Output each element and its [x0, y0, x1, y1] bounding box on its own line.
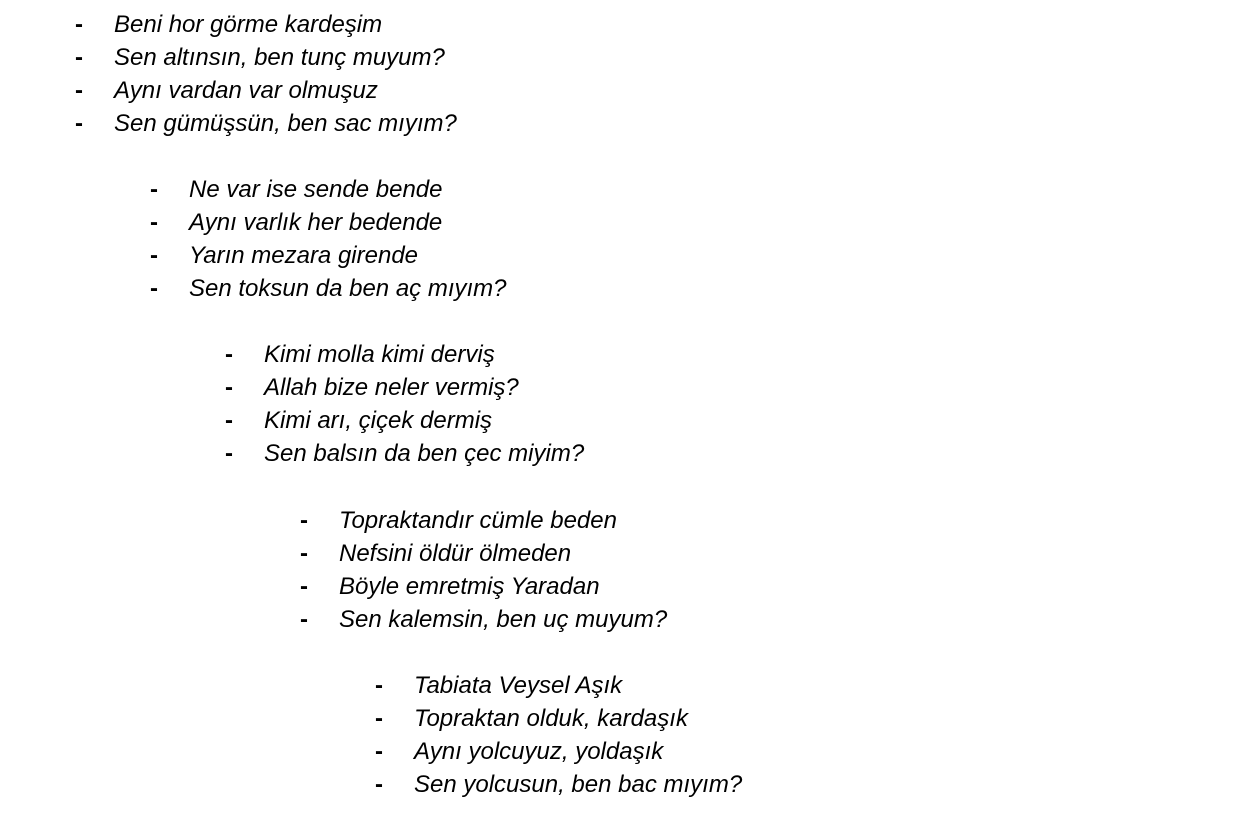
poem-line — [0, 41, 1240, 74]
line-text: Topraktandır cümle beden — [339, 507, 617, 534]
poem-line — [0, 338, 1240, 371]
bullet-dash: - — [225, 341, 233, 368]
bullet-dash: - — [375, 705, 383, 732]
bullet-dash: - — [150, 209, 158, 236]
bullet-dash: - — [300, 507, 308, 534]
line-text: Aynı yolcuyuz, yoldaşık — [414, 738, 664, 765]
bullet-dash: - — [375, 738, 383, 765]
poem-line — [0, 570, 1240, 603]
line-text: Allah bize neler vermiş? — [264, 374, 519, 401]
bullet-dash: - — [300, 540, 308, 567]
line-text: Tabiata Veysel Aşık — [414, 672, 623, 699]
poem-line — [0, 371, 1240, 404]
line-text: Kimi molla kimi derviş — [264, 341, 495, 368]
poem-line — [0, 702, 1240, 735]
line-text: Sen gümüşsün, ben sac mıyım? — [114, 110, 457, 137]
poem-line — [0, 437, 1240, 470]
poem-line — [0, 404, 1240, 437]
bullet-dash: - — [75, 77, 83, 104]
stanza-1 — [0, 8, 1240, 140]
poem-line — [0, 669, 1240, 702]
line-text: Ne var ise sende bende — [189, 176, 443, 203]
bullet-dash: - — [375, 771, 383, 798]
stanza-2 — [0, 173, 1240, 305]
line-text: Sen balsın da ben çec miyim? — [264, 440, 585, 467]
line-text: Kimi arı, çiçek dermiş — [264, 407, 493, 434]
poem-line — [0, 768, 1240, 801]
line-text: Sen yolcusun, ben bac mıyım? — [414, 771, 743, 798]
poem-line — [0, 537, 1240, 570]
line-text: Nefsini öldür ölmeden — [339, 540, 572, 567]
bullet-dash: - — [225, 407, 233, 434]
poem-line — [0, 239, 1240, 272]
line-text: Aynı varlık her bedende — [189, 209, 443, 236]
bullet-dash: - — [150, 275, 158, 302]
line-text: Böyle emretmiş Yaradan — [339, 573, 600, 600]
poem-line — [0, 107, 1240, 140]
bullet-dash: - — [75, 110, 83, 137]
bullet-dash: - — [375, 672, 383, 699]
bullet-dash: - — [300, 606, 308, 633]
bullet-dash: - — [75, 44, 83, 71]
stanza-3 — [0, 338, 1240, 470]
poem-line — [0, 603, 1240, 636]
stanza-5 — [0, 669, 1240, 801]
bullet-dash: - — [150, 242, 158, 269]
line-text: Sen toksun da ben aç mıyım? — [189, 275, 507, 302]
poem-line — [0, 8, 1240, 41]
poem-line — [0, 206, 1240, 239]
stanza-4 — [0, 504, 1240, 636]
poem-line — [0, 272, 1240, 305]
line-text: Yarın mezara girende — [189, 242, 419, 269]
bullet-dash: - — [150, 176, 158, 203]
bullet-dash: - — [75, 11, 83, 38]
line-text: Aynı vardan var olmuşuz — [114, 77, 378, 104]
line-text: Sen altınsın, ben tunç muyum? — [114, 44, 445, 71]
bullet-dash: - — [225, 374, 233, 401]
bullet-dash: - — [300, 573, 308, 600]
poem-line — [0, 735, 1240, 768]
poem-line — [0, 504, 1240, 537]
poem-line — [0, 173, 1240, 206]
line-text: Sen kalemsin, ben uç muyum? — [339, 606, 668, 633]
poem-line — [0, 74, 1240, 107]
line-text: Beni hor görme kardeşim — [114, 11, 383, 38]
bullet-dash: - — [225, 440, 233, 467]
line-text: Topraktan olduk, kardaşık — [414, 705, 688, 732]
